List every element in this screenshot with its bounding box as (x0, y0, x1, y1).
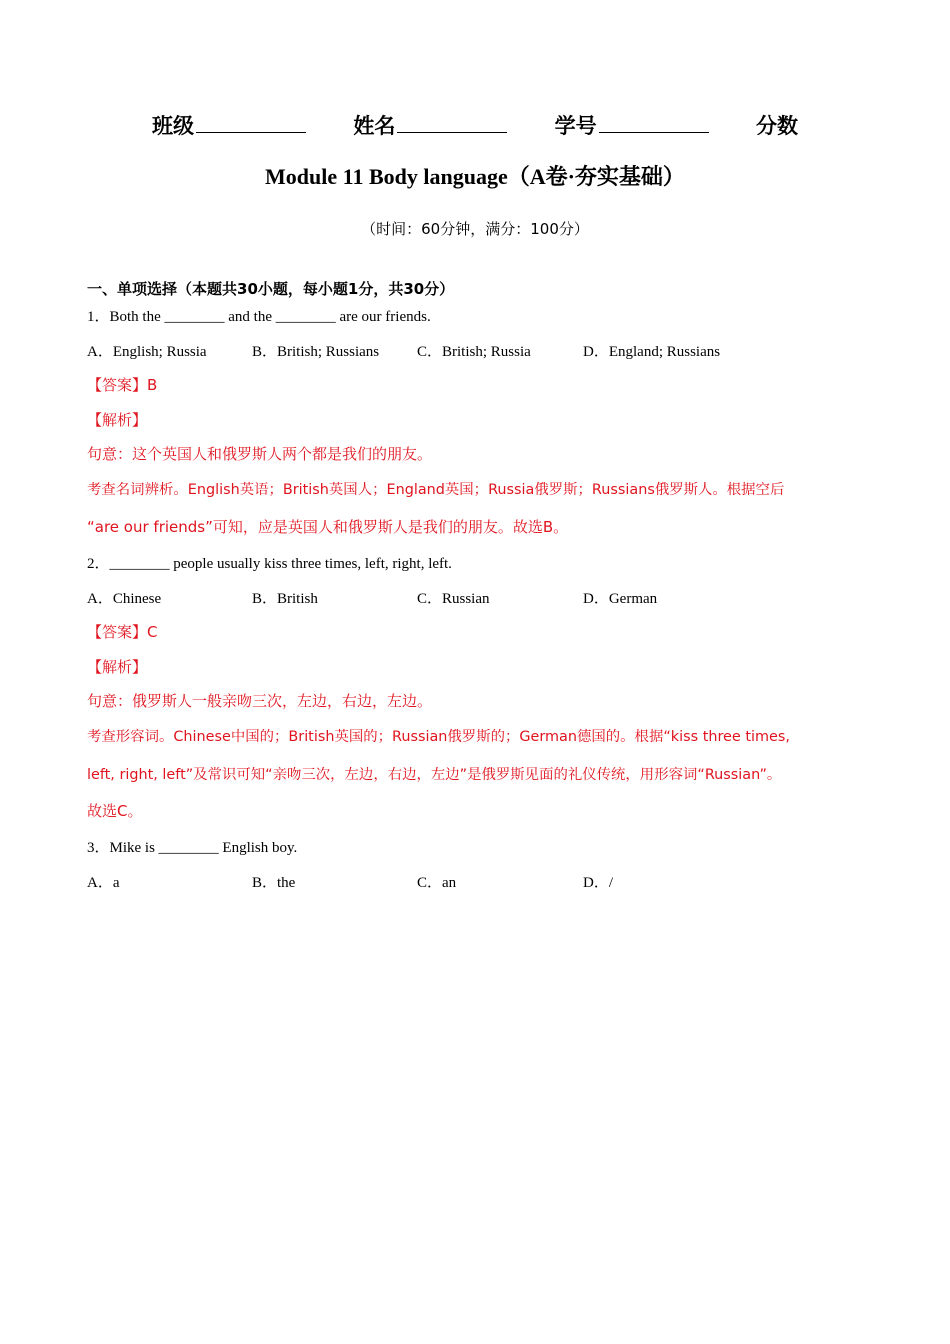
option-a: A．a (87, 875, 120, 891)
question-2-analysis-line: 考查形容词。Chinese中国的；British英国的；Russian俄罗斯的；German德国的。根据“kiss three times, (87, 729, 790, 745)
name-label: 姓名 (353, 114, 396, 138)
name-blank (397, 112, 507, 133)
option-d: D．/ (583, 875, 614, 891)
student-id-field (555, 110, 709, 140)
question-1-analysis-label: 【解析】 (87, 411, 148, 429)
question-3-stem: 3．Mike is ________ English boy. (87, 840, 298, 856)
score-label: 分数 (755, 114, 798, 138)
question-1-analysis-line: 考查名词辨析。English英语；British英国人；England英国；Russia俄罗斯；Russians俄罗斯人。根据空后 (87, 482, 785, 498)
time-note: （时间：60分钟，满分：100分） (361, 220, 589, 238)
option-c: C．an (417, 875, 457, 891)
option-d: D．German (583, 591, 658, 607)
class-blank (196, 112, 306, 133)
option-b: B．British; Russians (252, 344, 380, 360)
student-info-header (0, 110, 950, 140)
question-2-options (87, 587, 787, 609)
class-field (152, 110, 306, 140)
student-id-label: 学号 (554, 114, 597, 138)
option-b: B．British (252, 591, 318, 607)
student-id-blank (599, 112, 709, 133)
page-title: Module 11 Body language（A卷·夯实基础） (265, 164, 685, 189)
option-a: A．English; Russia (87, 344, 207, 360)
option-c: C．British; Russia (417, 344, 531, 360)
section-heading: 一、单项选择（本题共30小题，每小题1分，共30分） (87, 280, 455, 298)
question-1-stem: 1．Both the ________ and the ________ are our friends. (87, 309, 431, 325)
question-1-options (87, 340, 787, 362)
question-2-stem: 2．________ people usually kiss three times, left, right, left. (87, 556, 452, 572)
question-2-answer: 【答案】C (87, 623, 158, 641)
question-2-analysis-line: left, right, left”及常识可知“亲吻三次，左边，右边，左边”是俄罗斯见面的礼仪传统，用形容词“Russian”。 (87, 767, 782, 783)
option-b: B．the (252, 875, 296, 891)
question-1-answer: 【答案】B (87, 376, 158, 394)
question-2-analysis-line: 故选C。 (87, 802, 143, 820)
option-c: C．Russian (417, 591, 490, 607)
name-field (353, 110, 507, 140)
score-field (756, 110, 798, 140)
question-3-options (87, 871, 787, 893)
question-2-analysis-label: 【解析】 (87, 658, 148, 676)
question-1-analysis-line: “are our friends”可知，应是英国人和俄罗斯人是我们的朋友。故选B。 (87, 518, 569, 536)
question-1-analysis-line: 句意：这个英国人和俄罗斯人两个都是我们的朋友。 (87, 445, 433, 463)
question-2-analysis-line: 句意：俄罗斯人一般亲吻三次，左边，右边，左边。 (87, 692, 433, 710)
class-label: 班级 (152, 114, 195, 138)
option-d: D．England; Russians (583, 344, 721, 360)
option-a: A．Chinese (87, 591, 162, 607)
